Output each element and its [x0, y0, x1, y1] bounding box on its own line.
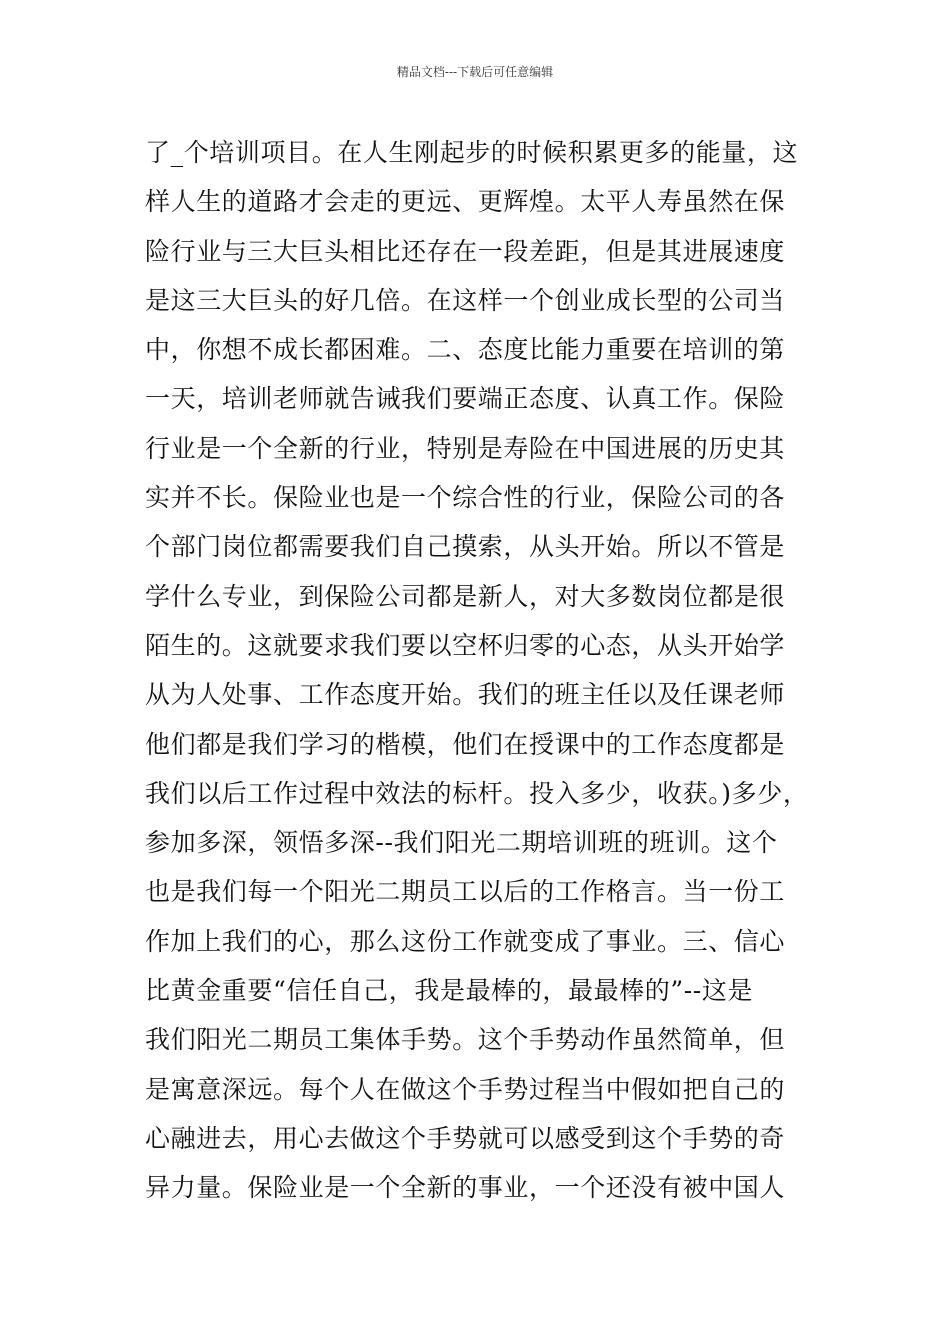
- text-line: 作加上我们的心，那么这份工作就变成了事业。三、信心: [145, 926, 786, 956]
- text-line: 比黄金重要“信任自己，我是最棒的，最最棒的”--这是: [145, 976, 754, 1006]
- text-line: 样人生的道路才会走的更远、更辉煌。太平人寿虽然在保: [145, 187, 786, 217]
- text-line: 他们都是我们学习的楷模，他们在授课中的工作态度都是: [145, 729, 786, 759]
- page-header: 精品文档---下载后可任意编辑: [396, 65, 554, 79]
- text-line: 参加多深，领悟多深--我们阳光二期培训班的班训。这个: [145, 828, 778, 858]
- text-line: 也是我们每一个阳光二期员工以后的工作格言。当一份工: [145, 877, 786, 907]
- text-line: 中，你想不成长都困难。二、态度比能力重要在培训的第: [145, 335, 786, 365]
- text-line: 我们以后工作过程中效法的标杆。投入多少，收获。)多少，: [145, 778, 809, 808]
- text-line: 了_个培训项目。在人生刚起步的时候积累更多的能量，这: [145, 138, 799, 167]
- text-line: 是寓意深远。每个人在做这个手势过程当中假如把自己的: [145, 1074, 786, 1104]
- text-line: 行业是一个全新的行业，特别是寿险在中国进展的历史其: [145, 433, 786, 463]
- text-line: 实并不长。保险业也是一个综合性的行业，保险公司的各: [145, 483, 786, 513]
- text-line: 陌生的。这就要求我们要以空杯归零的心态，从头开始学: [145, 630, 786, 660]
- text-line: 一天，培训老师就告诫我们要端正态度、认真工作。保险: [145, 384, 786, 414]
- document-body: [145, 128, 815, 1213]
- text-line: 心融进去，用心去做这个手势就可以感受到这个手势的奇: [145, 1123, 786, 1153]
- text-line: 是这三大巨头的好几倍。在这样一个创业成长型的公司当: [145, 285, 786, 315]
- text-line: 从为人处事、工作态度开始。我们的班主任以及任课老师: [145, 680, 786, 710]
- text-line: 异力量。保险业是一个全新的事业，一个还没有被中国人: [145, 1173, 786, 1203]
- text-line: 我们阳光二期员工集体手势。这个手势动作虽然简单，但: [145, 1025, 786, 1055]
- text-line: 险行业与三大巨头相比还存在一段差距，但是其进展速度: [145, 236, 786, 266]
- text-line: 个部门岗位都需要我们自己摸索，从头开始。所以不管是: [145, 532, 786, 562]
- text-line: 学什么专业，到保险公司都是新人，对大多数岗位都是很: [145, 581, 786, 611]
